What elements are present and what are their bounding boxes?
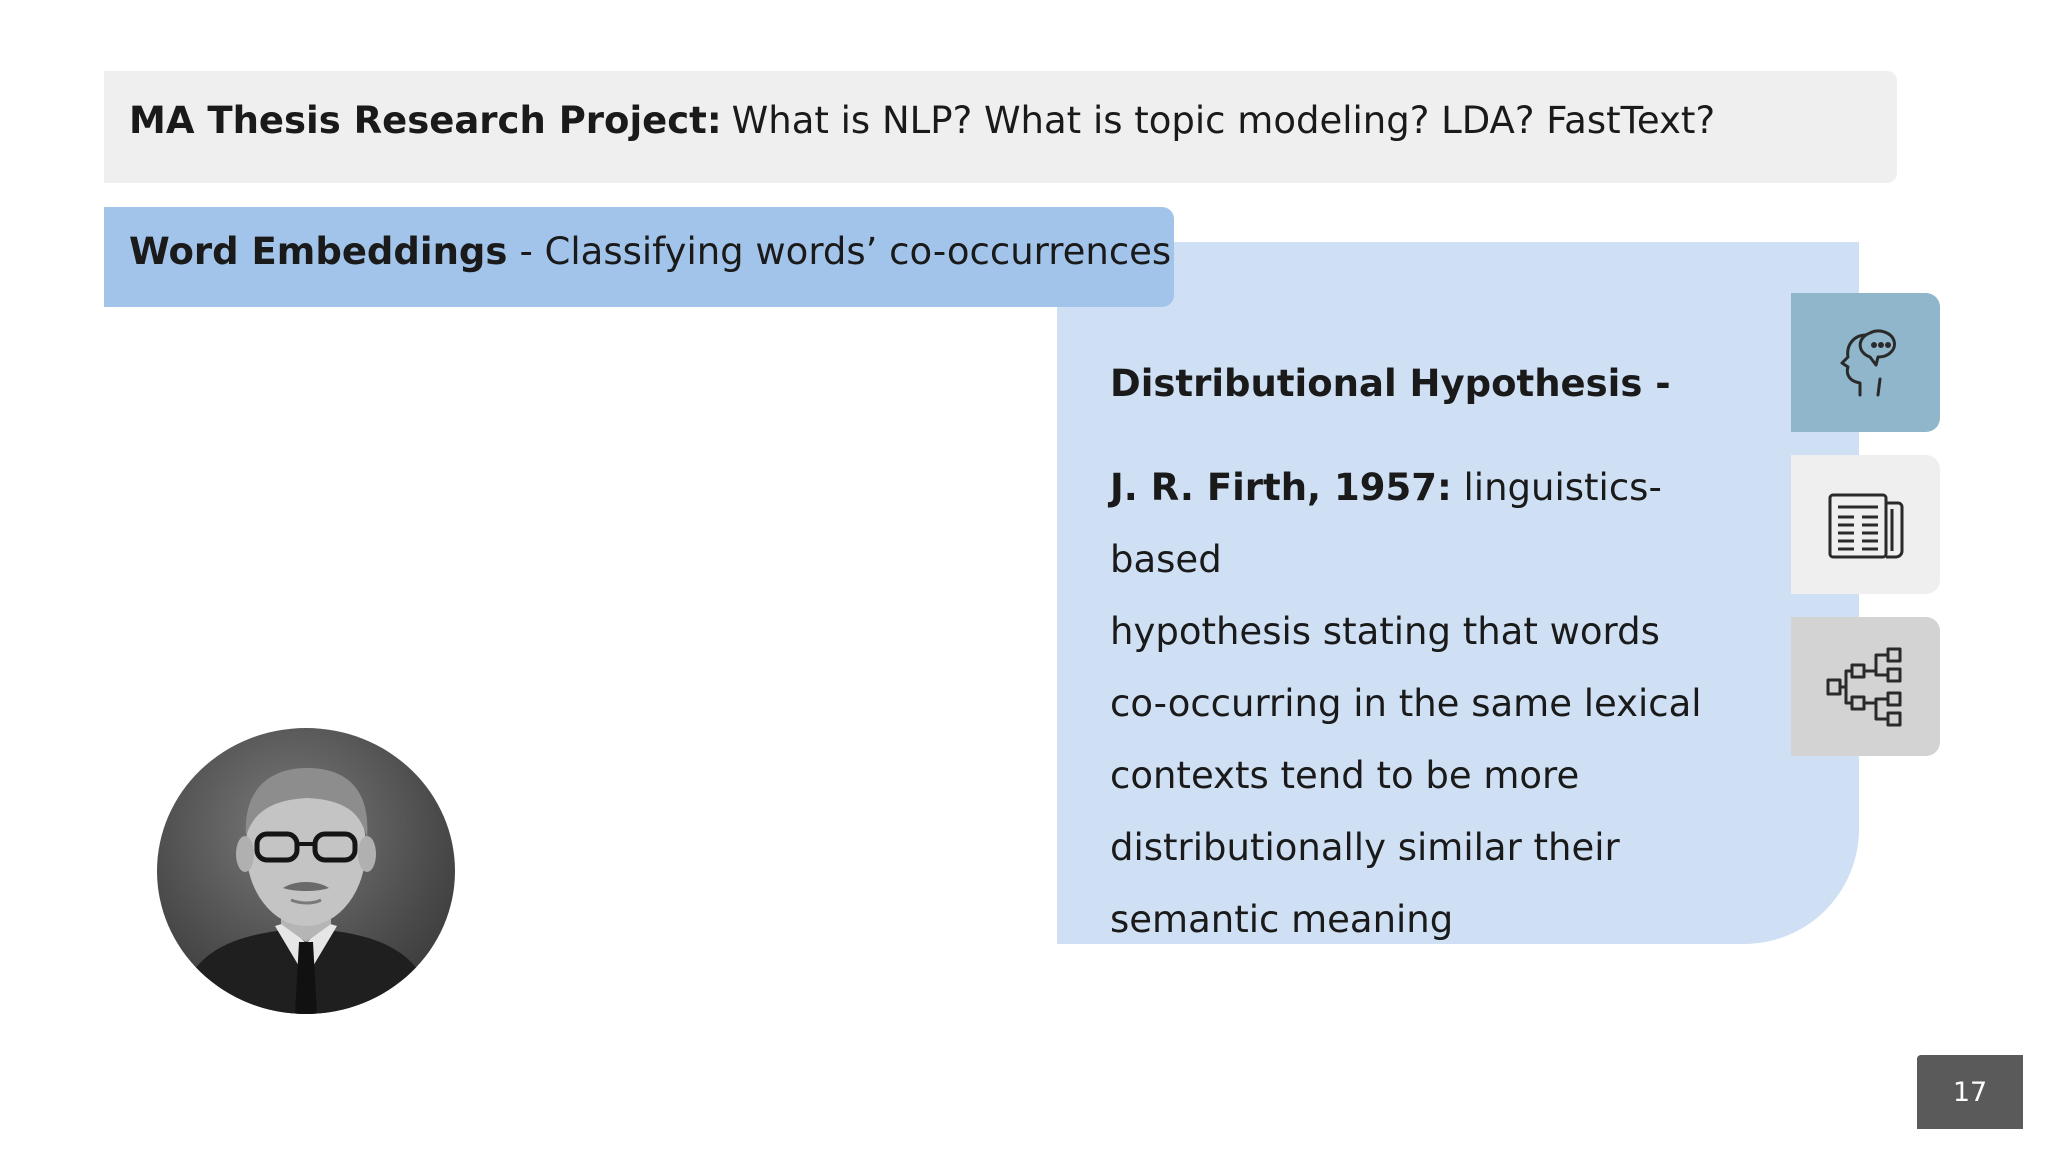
person-portrait-icon <box>157 728 455 1014</box>
card-body-line: co-occurring in the same lexical <box>1110 682 1702 725</box>
section-title-text: - Classifying words’ co-occurrences <box>519 229 1172 273</box>
slide-header <box>104 71 1897 183</box>
newspaper-icon <box>1824 485 1908 565</box>
section-tab <box>104 207 1174 307</box>
icon-tile-hierarchy <box>1791 617 1940 756</box>
section-title-bold: Word Embeddings <box>129 229 508 273</box>
icon-tile-head <box>1791 293 1940 432</box>
head-speech-icon <box>1826 323 1906 403</box>
portrait-photo <box>157 728 455 1014</box>
card-body-line: contexts tend to be more <box>1110 754 1580 797</box>
card-heading: Distributional Hypothesis - <box>1110 362 1671 405</box>
card-body-line: distributionally similar their <box>1110 826 1620 869</box>
card-body-line: hypothesis stating that words <box>1110 610 1660 653</box>
card-body-line: linguistics-based <box>1110 466 1662 581</box>
card-body <box>1110 452 1750 956</box>
page-number: 17 <box>1917 1055 2023 1129</box>
icon-tile-newspaper <box>1791 455 1940 594</box>
card-body-line: semantic meaning <box>1110 898 1454 941</box>
header-title-bold: MA Thesis Research Project: <box>129 98 722 142</box>
header-title-text: What is NLP? What is topic modeling? LDA? FastText? <box>731 98 1716 142</box>
hierarchy-icon <box>1824 645 1908 729</box>
card-body-bold: J. R. Firth, 1957: <box>1110 466 1452 509</box>
